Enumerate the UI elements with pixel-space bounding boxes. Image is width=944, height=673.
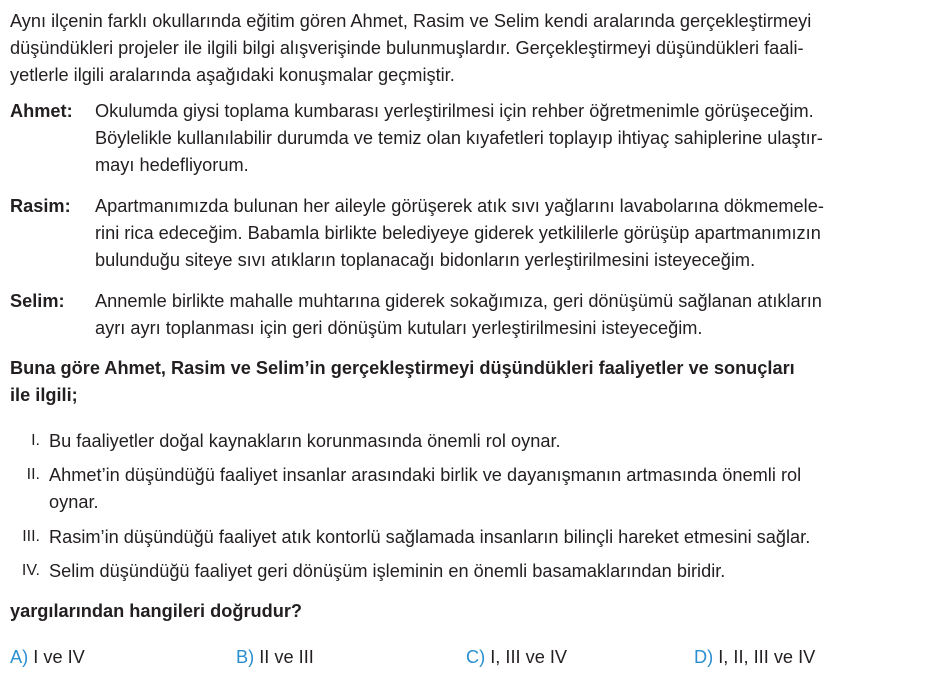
dialogue-line: Apartmanımızda bulunan her aileyle görüşerek atık sıvı yağlarını lavabolarına dökmemele- (95, 196, 824, 216)
dialogue-line: mayı hedefliyorum. (95, 155, 249, 175)
statement-text: oynar. (49, 492, 99, 512)
intro-line: düşündükleri projeler ile ilgili bilgi alışverişinde bulunmuşlardır. Gerçekleştirmeyi düşündükleri faali- (10, 38, 804, 58)
choice-letter: C) (466, 647, 491, 667)
statement-text: Ahmet’in düşündüğü faaliyet insanlar arasındaki birlik ve dayanışmanın artmasında önemli rol (49, 465, 802, 485)
intro-line: Aynı ilçenin farklı okullarında eğitim gören Ahmet, Rasim ve Selim kendi aralarında gerçekleştirmeyi (10, 11, 812, 31)
question-prompt: yargılarından hangileri doğrudur? (10, 601, 303, 621)
dialogue-line: Annemle birlikte mahalle muhtarına giderek sokağımıza, geri dönüşümü sağlanan atıkların (95, 291, 822, 311)
statement-text: Bu faaliyetler doğal kaynakların korunmasında önemli rol oynar. (49, 431, 561, 451)
question-line: ile ilgili; (10, 385, 78, 405)
speaker-label: Selim: (10, 291, 65, 311)
dialogue-line: ayrı ayrı toplanması için geri dönüşüm kutuları yerleştirilmesini isteyeceğim. (95, 318, 703, 338)
choice-b[interactable] (236, 646, 314, 668)
statement-number: III. (22, 528, 40, 545)
speaker-label: Rasim: (10, 196, 71, 216)
dialogue-line: Okulumda giysi toplama kumbarası yerleştirilmesi için rehber öğretmenimle görüşeceğim. (95, 101, 814, 121)
choice-text: I ve IV (33, 647, 85, 667)
choice-letter: A) (10, 647, 34, 667)
choice-text: II ve III (259, 647, 314, 667)
choice-text: I, III ve IV (490, 647, 568, 667)
statement-text: Selim düşündüğü faaliyet geri dönüşüm işleminin en önemli basamaklarından biridir. (49, 561, 726, 581)
choice-d[interactable] (694, 646, 815, 668)
speaker-label: Ahmet: (10, 101, 73, 121)
question-line: Buna göre Ahmet, Rasim ve Selim’in gerçekleştirmeyi düşündükleri faaliyetler ve sonuçları (10, 358, 795, 378)
choice-a[interactable] (10, 646, 85, 668)
dialogue-line: Böylelikle kullanılabilir durumda ve temiz olan kıyafetleri toplayıp ihtiyaç sahiplerine ulaştır- (95, 128, 823, 148)
dialogue-line: rini rica edeceğim. Babamla birlikte belediyeye giderek yetkililerle görüşüp apartmanımızın (95, 223, 821, 243)
statement-text: Rasim’in düşündüğü faaliyet atık kontorlü sağlamada insanların bilinçli hareket etmesini sağlar. (49, 527, 811, 547)
intro-line: yetlerle ilgili aralarında aşağıdaki konuşmalar geçmiştir. (10, 65, 455, 85)
dialogue-line: bulunduğu siteye sıvı atıkların toplanacağı bidonların yerleştirilmesini isteyeceğim. (95, 250, 756, 270)
choice-letter: D) (694, 647, 719, 667)
statement-number: IV. (21, 562, 40, 579)
choice-text: I, II, III ve IV (718, 647, 816, 667)
choice-c[interactable] (466, 646, 567, 668)
statement-number: I. (31, 432, 40, 449)
choice-letter: B) (236, 647, 260, 667)
statement-number: II. (26, 466, 40, 483)
